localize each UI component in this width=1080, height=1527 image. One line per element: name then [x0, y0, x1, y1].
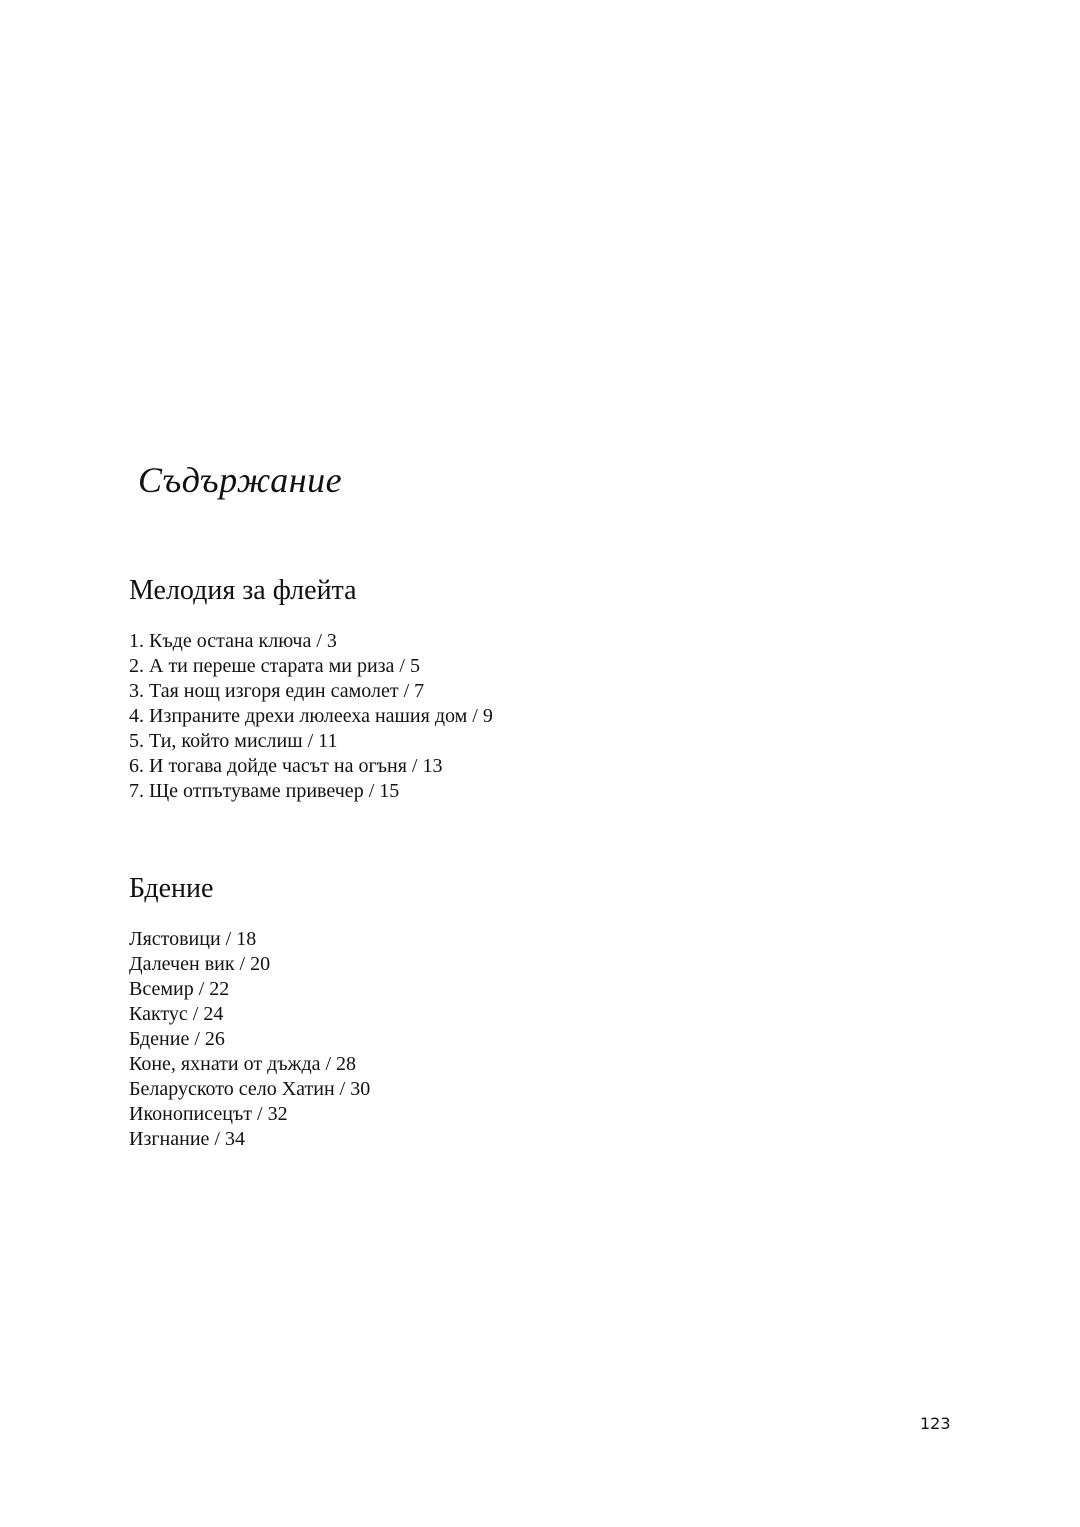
toc-entry: 3. Тая нощ изгоря един самолет / 7 [129, 680, 425, 702]
toc-entry: 1. Къде остана ключа / 3 [129, 630, 337, 652]
toc-list-bdenie [129, 927, 370, 1152]
toc-entry: Всемир / 22 [129, 978, 230, 1000]
toc-entry: Иконописецът / 32 [129, 1103, 288, 1125]
toc-entry: 6. И тогава дойде часът на огъня / 13 [129, 755, 443, 777]
page-title: Съдържание [138, 460, 343, 500]
toc-entry: Далечен вик / 20 [129, 953, 271, 975]
toc-entry: 2. А ти переше старата ми риза / 5 [129, 655, 420, 677]
section-title-melodiya: Мелодия за флейта [129, 575, 357, 606]
toc-entry: Кактус / 24 [129, 1003, 224, 1025]
toc-entry: 7. Ще отпътуваме привечер / 15 [129, 780, 400, 802]
toc-entry: Бдение / 26 [129, 1028, 225, 1050]
toc-entry: 5. Ти, който мислиш / 11 [129, 730, 338, 752]
toc-list-melodiya [129, 629, 493, 804]
toc-entry: Беларуското село Хатин / 30 [129, 1078, 371, 1100]
section-title-bdenie: Бдение [129, 873, 214, 904]
page-number: 123 [920, 1414, 951, 1433]
toc-entry: Изгнание / 34 [129, 1128, 245, 1150]
toc-entry: Лястовици / 18 [129, 928, 257, 950]
toc-entry: Коне, яхнати от дъжда / 28 [129, 1053, 357, 1075]
toc-entry: 4. Изпраните дрехи люлееха нашия дом / 9 [129, 705, 493, 727]
